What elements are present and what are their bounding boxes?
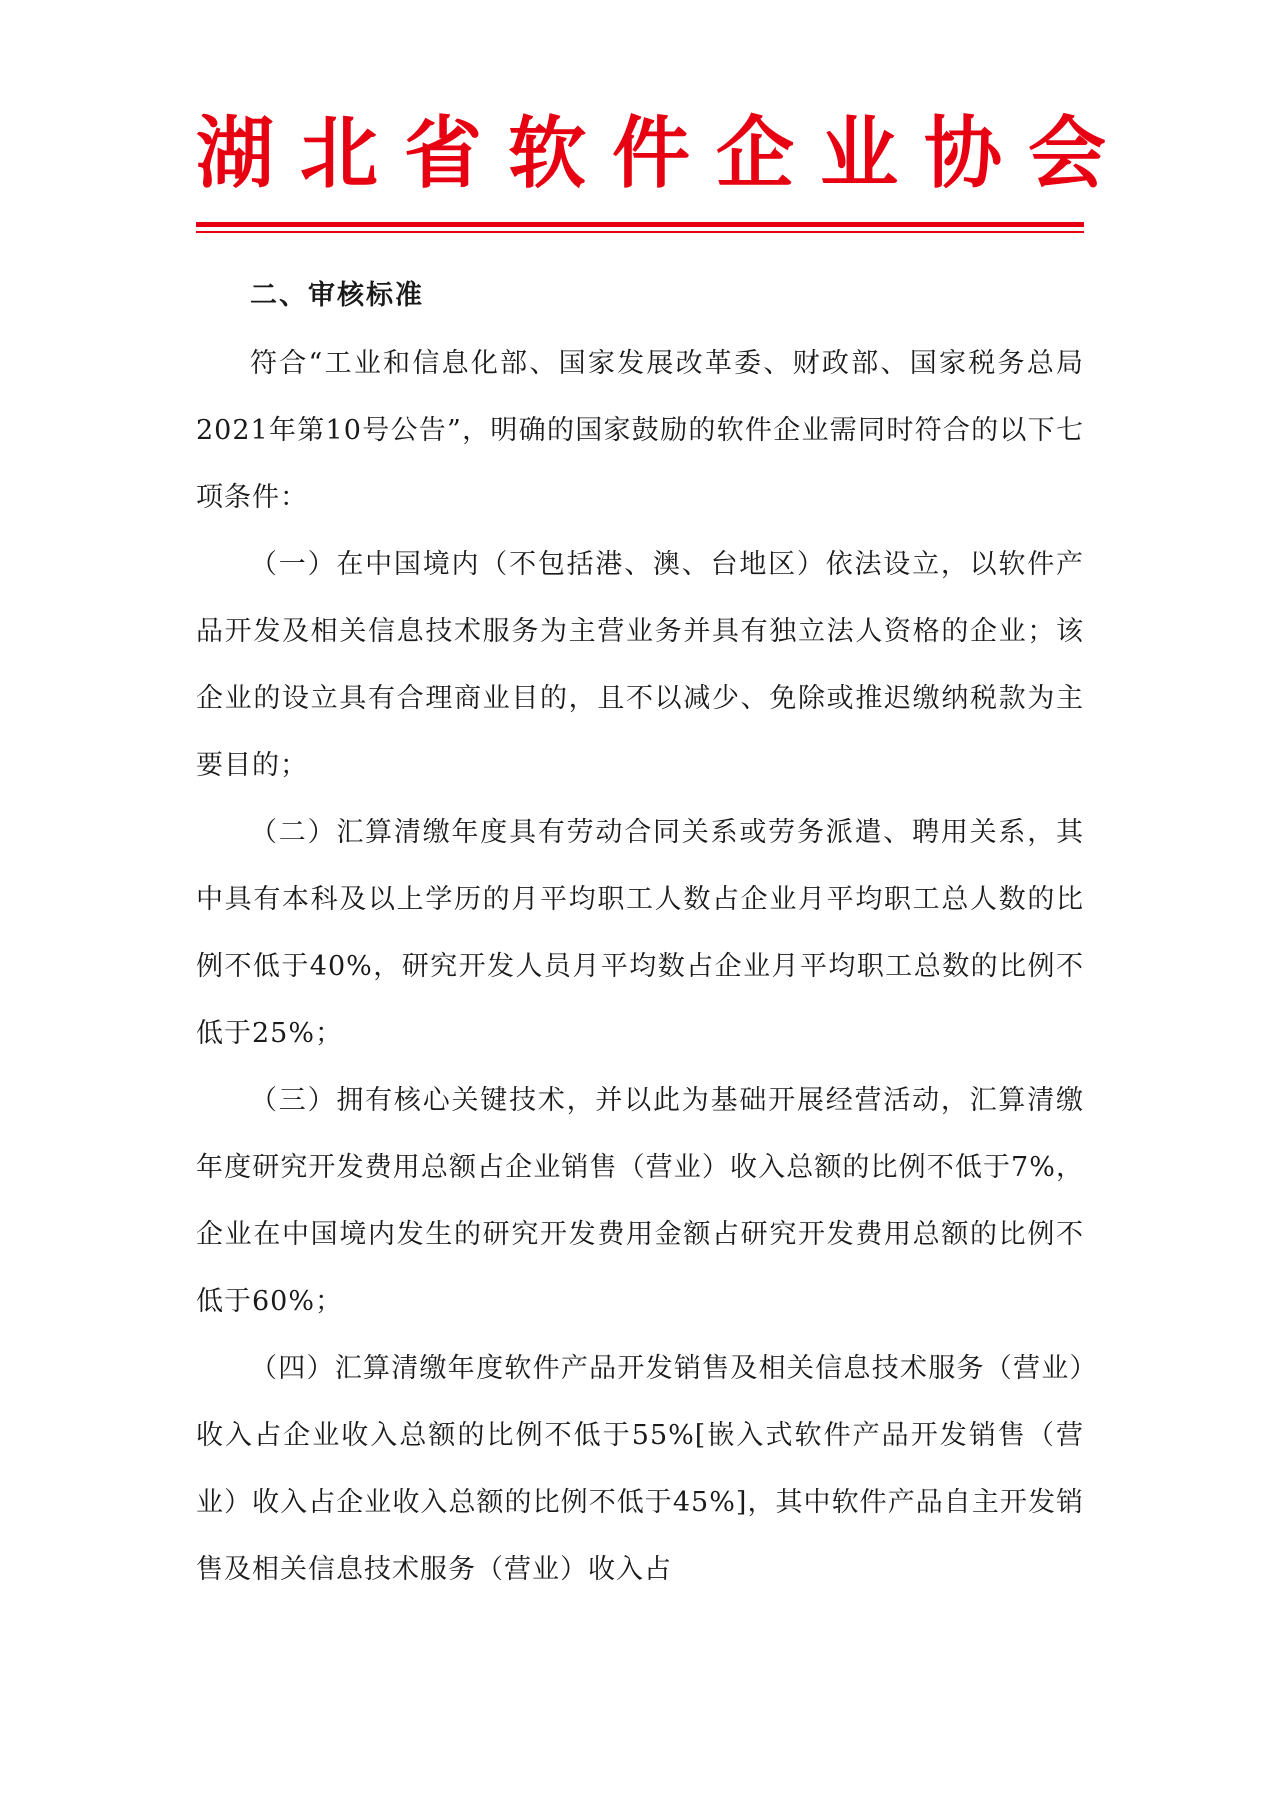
letterhead-title: 湖北省软件企业协会 — [196, 109, 1133, 199]
paragraph-condition-1: （一）在中国境内（不包括港、澳、台地区）依法设立，以软件产品开发及相关信息技术服务为主营业务并具有独立法人资格的企业；该企业的设立具有合理商业目的，且不以减少、免除或推迟缴纳税款为主要目的； — [196, 549, 1084, 781]
paragraph-condition-2: （二）汇算清缴年度具有劳动合同关系或劳务派遣、聘用关系，其中具有本科及以上学历的月平均职工人数占企业月平均职工总人数的比例不低于40%，研究开发人员月平均数占企业月平均职工总数的比例不低于25%； — [196, 817, 1084, 1049]
paragraph-intro: 符合“工业和信息化部、国家发展改革委、财政部、国家税务总局2021年第10号公告”，明确的国家鼓励的软件企业需同时符合的以下七项条件： — [196, 348, 1084, 513]
letterhead-rule-thin — [196, 231, 1084, 233]
paragraph-condition-3: （三）拥有核心关键技术，并以此为基础开展经营活动，汇算清缴年度研究开发费用总额占企业销售（营业）收入总额的比例不低于7%，企业在中国境内发生的研究开发费用金额占研究开发费用总额的比例不低于60%； — [196, 1085, 1084, 1317]
document-body — [196, 262, 1084, 1603]
letterhead-rule-thick — [196, 222, 1084, 227]
paragraph-condition-4: （四）汇算清缴年度软件产品开发销售及相关信息技术服务（营业）收入占企业收入总额的比例不低于55%[嵌入式软件产品开发销售（营业）收入占企业收入总额的比例不低于45%]，其中软件产品自主开发销售及相关信息技术服务（营业）收入占 — [196, 1353, 1084, 1585]
section-heading: 二、审核标准 — [250, 280, 424, 311]
